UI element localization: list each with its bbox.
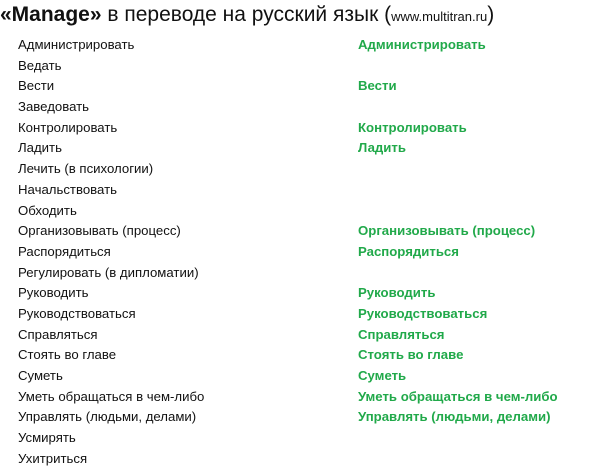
translation-term: Администрировать	[18, 37, 135, 52]
highlighted-term: Ладить	[358, 140, 406, 156]
translation-term: Руководствоваться	[18, 305, 136, 321]
list-item	[0, 201, 591, 222]
highlighted-term: Контролировать	[358, 119, 467, 135]
translation-term: Ведать	[18, 57, 62, 73]
title-paren-open: (	[384, 3, 392, 26]
translation-term: Справляться	[18, 326, 98, 342]
translation-term: Вести	[18, 78, 55, 94]
translation-term: Уметь обращаться в чем-либо	[18, 388, 205, 404]
list-item	[0, 449, 591, 470]
list-item	[0, 345, 591, 366]
highlighted-term: Вести	[358, 78, 397, 94]
highlighted-term: Суметь	[358, 368, 407, 383]
list-item	[0, 97, 591, 118]
highlighted-term: Стоять во главе	[358, 347, 464, 363]
translation-term: Начальствовать	[18, 181, 117, 197]
list-item	[0, 325, 591, 346]
list-item	[0, 428, 591, 449]
list-item	[0, 304, 591, 325]
list-item	[0, 387, 591, 408]
translation-term: Распорядиться	[18, 243, 111, 259]
list-item	[0, 407, 591, 428]
translation-term: Суметь	[18, 368, 63, 383]
list-item	[0, 159, 591, 180]
title-source-site: www.multitran.ru	[391, 9, 488, 24]
title-text: в переводе на русский язык	[101, 3, 385, 26]
highlighted-term: Справляться	[358, 326, 445, 342]
highlighted-term: Администрировать	[358, 37, 486, 52]
translation-term: Стоять во главе	[18, 347, 117, 363]
highlighted-term: Управлять (людьми, делами)	[358, 409, 551, 425]
translation-term: Организовывать (процесс)	[18, 223, 181, 239]
translation-term: Управлять (людьми, делами)	[18, 409, 197, 425]
list-item	[0, 283, 591, 304]
translation-term: Ладить	[18, 140, 62, 156]
translation-list	[0, 35, 591, 469]
highlighted-term: Руководить	[358, 285, 436, 301]
list-item	[0, 76, 591, 97]
translation-term: Ухитриться	[18, 450, 88, 466]
list-item	[0, 118, 591, 139]
highlighted-term: Организовывать (процесс)	[358, 223, 536, 239]
title-word: «Manage»	[0, 3, 102, 26]
list-item	[0, 242, 591, 263]
highlighted-term: Руководствоваться	[358, 305, 488, 321]
title-paren-close: )	[487, 3, 495, 26]
list-item	[0, 35, 591, 56]
translation-term: Усмирять	[18, 430, 76, 446]
list-item	[0, 180, 591, 201]
highlighted-term: Уметь обращаться в чем-либо	[358, 388, 558, 404]
list-item	[0, 221, 591, 242]
translation-term: Регулировать (в дипломатии)	[18, 264, 199, 280]
translation-term: Заведовать	[18, 99, 90, 115]
translation-term: Лечить (в психологии)	[18, 161, 154, 177]
list-item	[0, 138, 591, 159]
list-item	[0, 263, 591, 284]
page-title	[0, 2, 591, 30]
translation-term: Обходить	[18, 202, 77, 218]
translation-term: Руководить	[18, 285, 89, 301]
list-item	[0, 366, 591, 387]
translation-term: Контролировать	[18, 119, 118, 135]
list-item	[0, 56, 591, 77]
highlighted-term: Распорядиться	[358, 243, 459, 259]
